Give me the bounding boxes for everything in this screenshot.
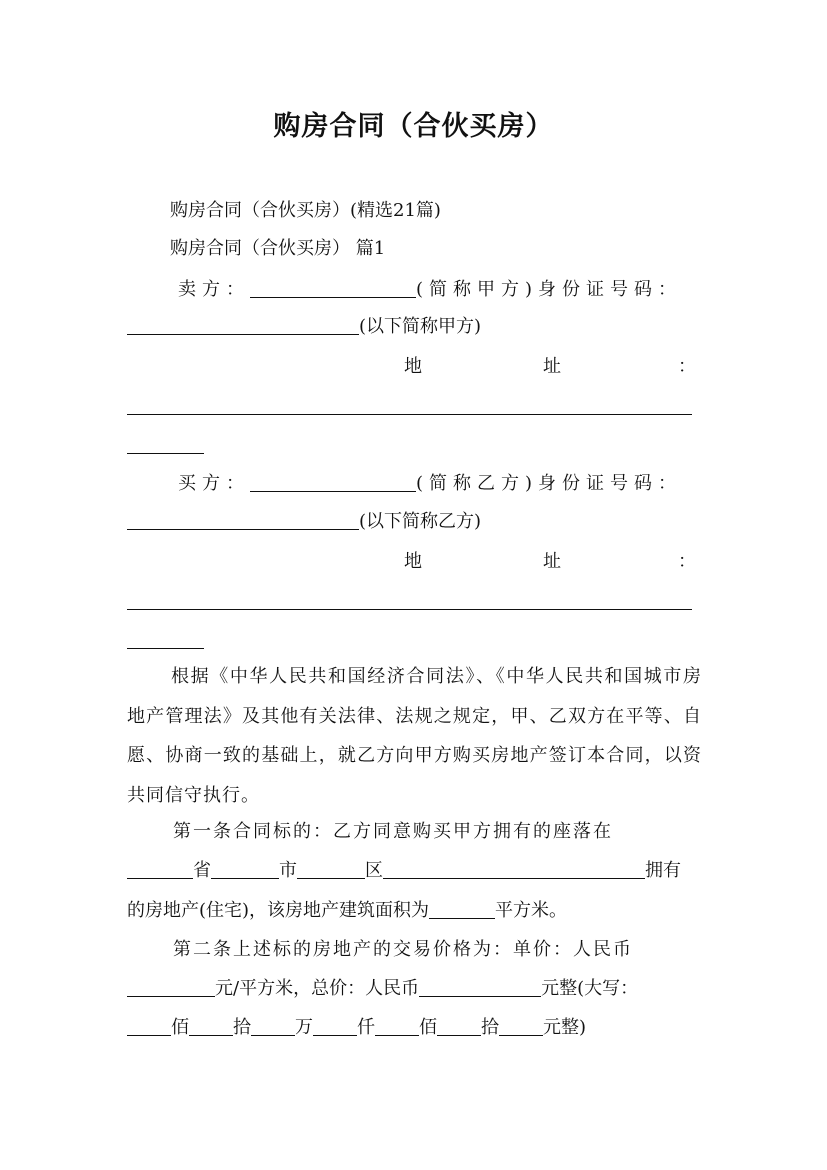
seller-name-blank — [250, 279, 416, 298]
section-heading: 购房合同（合伙买房） 篇1 — [170, 238, 386, 259]
seller-address-char2: 址 — [543, 356, 561, 377]
seller-label: 卖方： — [178, 279, 250, 300]
yuan-label: 元整) — [543, 1017, 587, 1038]
area-text: 的房地产(住宅)，该房地产建筑面积为 — [127, 900, 430, 921]
city-blank — [211, 860, 279, 879]
buyer-abbrev: (简称乙方)身份证号码： — [416, 473, 683, 494]
shi2-label: 拾 — [481, 1017, 499, 1038]
capital-blank-2 — [189, 1017, 233, 1036]
capital-blank-3 — [251, 1017, 295, 1036]
buyer-address-blank-cont — [127, 648, 204, 649]
seller-id-suffix: (以下简称甲方) — [359, 316, 482, 337]
total-price-label: 元整(大写： — [541, 978, 639, 999]
district-label: 区 — [365, 860, 383, 881]
seller-address-blank — [127, 414, 692, 415]
bai-label: 佰 — [171, 1017, 189, 1038]
buyer-line — [178, 471, 753, 497]
seller-address-char1: 地 — [404, 356, 422, 377]
buyer-address-colon: ： — [678, 551, 696, 572]
article2-line2 — [127, 976, 702, 1002]
wan-label: 万 — [295, 1017, 313, 1038]
area-unit: 平方米。 — [495, 900, 568, 921]
bai2-label: 佰 — [419, 1017, 437, 1038]
buyer-address-blank — [127, 609, 692, 610]
district-blank — [297, 860, 365, 879]
location-blank — [383, 860, 645, 879]
article1-line3 — [127, 898, 702, 924]
article2-line1: 第二条上述标的房地产的交易价格为：单价：人民币 — [173, 939, 633, 960]
area-blank — [429, 900, 495, 919]
buyer-address-char1: 地 — [404, 551, 422, 572]
capital-blank-6 — [437, 1017, 481, 1036]
seller-line — [178, 277, 753, 303]
buyer-id-line — [127, 509, 702, 535]
owned-label: 拥有 — [645, 860, 681, 881]
city-label: 市 — [279, 860, 297, 881]
capital-blank-4 — [313, 1017, 357, 1036]
capital-blank-7 — [499, 1017, 543, 1036]
province-label: 省 — [193, 860, 211, 881]
capital-blank-1 — [127, 1017, 171, 1036]
total-price-blank — [419, 978, 541, 997]
unit-price-blank — [127, 978, 215, 997]
article1-line1: 第一条合同标的：乙方同意购买甲方拥有的座落在 — [173, 821, 613, 842]
article2-line3 — [127, 1015, 702, 1041]
buyer-address-char2: 址 — [543, 551, 561, 572]
seller-abbrev: (简称甲方)身份证号码： — [416, 279, 683, 300]
document-subtitle: 购房合同（合伙买房）(精选21篇) — [170, 200, 441, 221]
capital-blank-5 — [375, 1017, 419, 1036]
buyer-id-blank — [127, 511, 359, 530]
unit-price-label: 元/平方米，总价：人民币 — [215, 978, 420, 999]
seller-address-blank-cont — [127, 453, 204, 454]
qian-label: 仟 — [357, 1017, 375, 1038]
shi-label: 拾 — [233, 1017, 251, 1038]
seller-id-line — [127, 314, 702, 340]
document-title: 购房合同（合伙买房） — [273, 111, 554, 142]
buyer-label: 买方： — [178, 473, 250, 494]
province-blank — [127, 860, 193, 879]
preamble-paragraph: 根据《中华人民共和国经济合同法》、《中华人民共和国城市房地产管理法》及其他有关法律、法规之规定，甲、乙双方在平等、自愿、协商一致的基础上，就乙方向甲方购买房地产签订本合同，以资共同信守执行。 — [127, 666, 702, 806]
seller-id-blank — [127, 316, 359, 335]
buyer-id-suffix: (以下简称乙方) — [359, 511, 482, 532]
article1-line2 — [127, 858, 702, 884]
seller-address-colon: ： — [678, 356, 696, 377]
buyer-name-blank — [250, 473, 416, 492]
